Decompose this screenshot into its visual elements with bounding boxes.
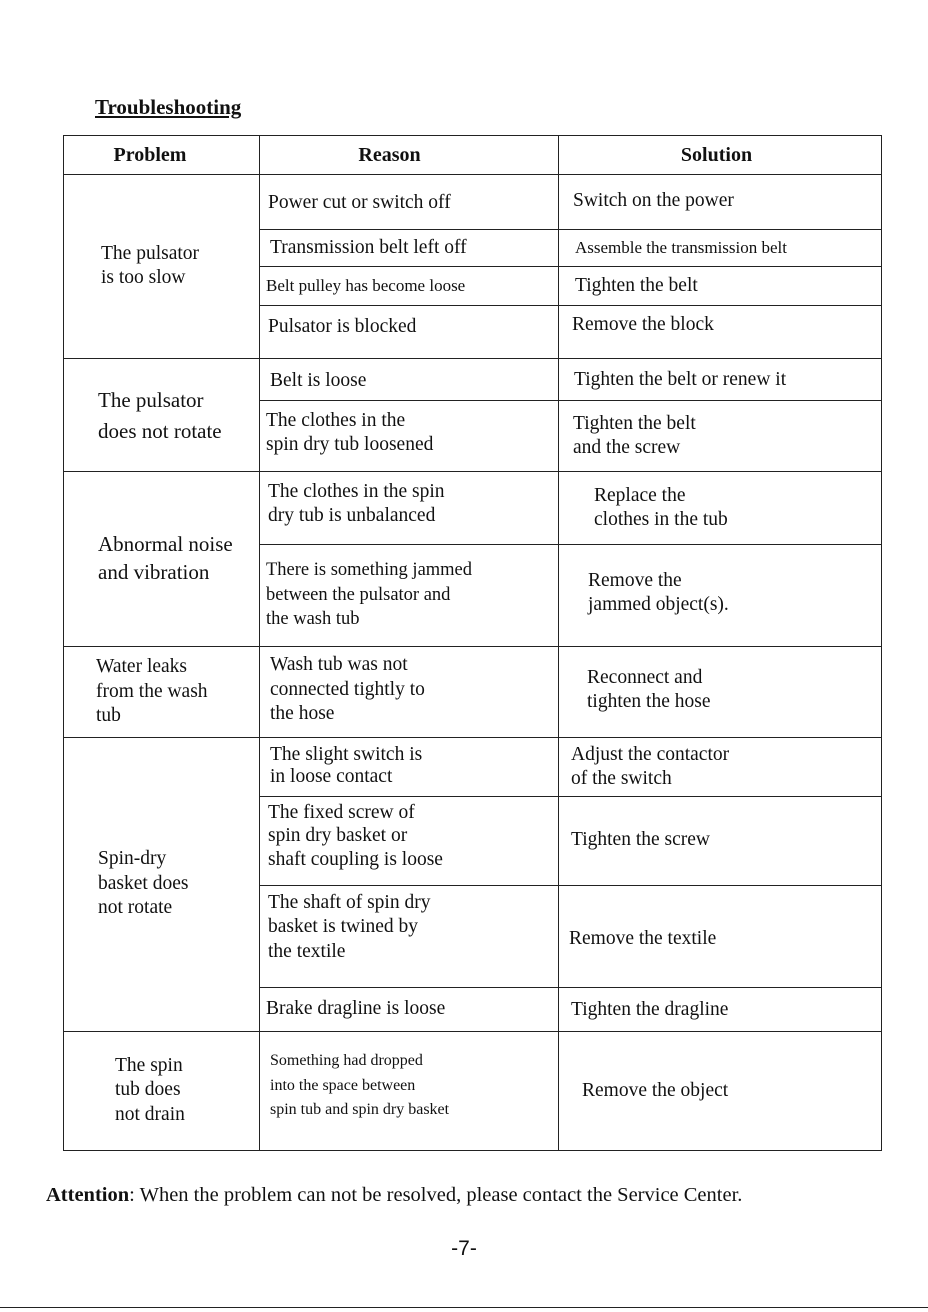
reason-cell: The slight switch is in loose contact (270, 744, 423, 787)
solution-cell: Tighten the belt (575, 274, 698, 296)
solution-cell: Switch on the power (573, 190, 734, 212)
header-reason: Reason (358, 143, 421, 166)
attention-note (46, 1184, 742, 1207)
solution-cell: Tighten the dragline (571, 998, 729, 1020)
solution-cell: Tighten the belt and the screw (573, 412, 696, 458)
solution-cell: Adjust the contactor of the switch (571, 743, 730, 789)
problem-cell: The pulsator does not rotate (98, 388, 222, 443)
reason-cell: Transmission belt left off (270, 237, 467, 259)
reason-cell: Belt is loose (270, 369, 367, 391)
solution-cell: Replace the clothes in the tub (594, 484, 728, 530)
reason-cell: Wash tub was not connected tightly to the hose (270, 654, 425, 725)
solution-cell: Remove the block (572, 313, 714, 335)
problem-cell: The pulsator is too slow (101, 242, 200, 288)
reason-cell: The clothes in the spin dry tub is unbalanced (268, 480, 445, 526)
header-solution: Solution (680, 143, 753, 166)
solution-cell: Remove the jammed object(s). (588, 569, 729, 615)
reason-cell: There is something jammed between the pulsator and the wash tub (266, 560, 473, 630)
reason-cell: The clothes in the spin dry tub loosened (266, 409, 434, 455)
problem-cell: Water leaks from the wash tub (96, 656, 208, 727)
solution-cell: Remove the object (582, 1079, 729, 1101)
problem-cell: Abnormal noise and vibration (98, 532, 233, 584)
reason-cell: The fixed screw of spin dry basket or shaft coupling is loose (268, 801, 443, 870)
attention-label: Attention (46, 1184, 130, 1206)
reason-cell: Something had dropped into the space between spin tub and spin dry basket (270, 1052, 450, 1119)
reason-cell: Pulsator is blocked (268, 315, 417, 337)
header-problem: Problem (113, 143, 187, 166)
problem-cell: Spin-dry basket does not rotate (98, 848, 189, 919)
reason-cell: Power cut or switch off (268, 192, 451, 214)
problem-cell: The spin tub does not drain (115, 1054, 185, 1125)
page-title: Troubleshooting (95, 95, 242, 119)
solution-cell: Tighten the screw (571, 828, 711, 850)
reason-cell: Belt pulley has become loose (266, 275, 466, 295)
solution-cell: Assemble the transmission belt (575, 238, 788, 258)
bottom-divider (0, 1307, 928, 1308)
solution-cell: Tighten the belt or renew it (574, 368, 787, 390)
solution-cell: Reconnect and tighten the hose (587, 666, 711, 712)
solution-cell: Remove the textile (569, 927, 717, 949)
attention-text: : When the problem can not be resolved, please contact the Service Center. (129, 1184, 743, 1206)
reason-cell: Brake dragline is loose (266, 997, 446, 1019)
reason-cell: The shaft of spin dry basket is twined by the textile (268, 891, 431, 962)
page-number: -7- (451, 1237, 477, 1260)
